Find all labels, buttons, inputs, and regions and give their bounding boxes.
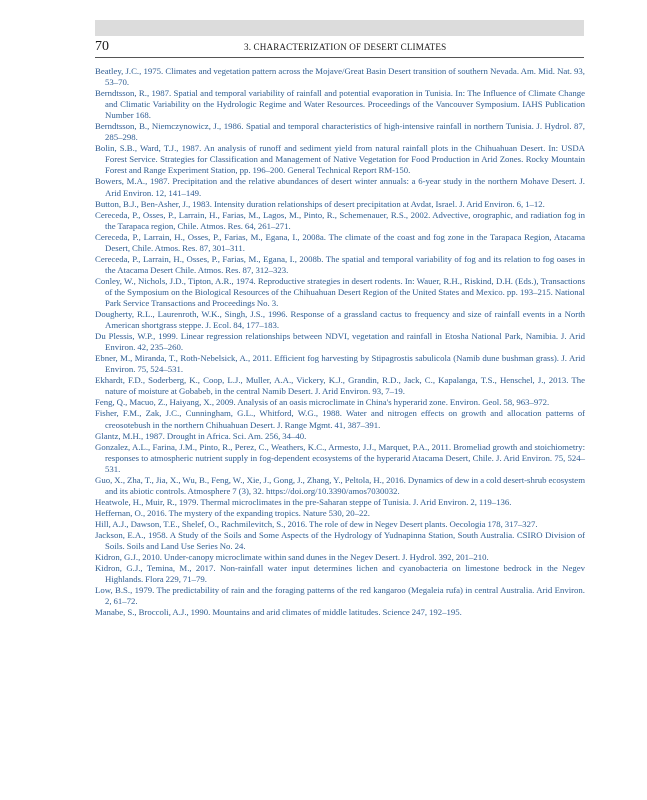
reference-entry[interactable]: Berndtsson, R., 1987. Spatial and temporal variability of rainfall and potential evaporation in Tunisia. In: The Influence of Climate Change and Climatic Variability on the Hydrologic Regime and Water Resources. Proceedings of the Vancouver Symposium. IAHS Publication Number 168. [95,88,585,121]
header-divider [95,57,584,58]
reference-entry[interactable]: Fisher, F.M., Zak, J.C., Cunningham, G.L., Whitford, W.G., 1988. Water and nitrogen effects on growth and allocation patterns of creosotebush in the northern Chihuahuan Desert. J. Range Mgmt. 41, 387–391. [95,408,585,430]
reference-entry[interactable]: Cereceda, P., Larrain, H., Osses, P., Farias, M., Egana, I., 2008b. The spatial and temporal variability of fog and its relation to fog oases in the Atacama Desert Chile. Atmos. Res. 87, 312–323. [95,253,585,275]
reference-entry[interactable]: Gonzalez, A.L., Farina, J.M., Pinto, R., Perez, C., Weathers, K.C., Armesto, J.J., Marquet, P.A., 2011. Bromeliad growth and stoichiometry: responses to atmospheric nutrient supply in fog-dependent ecosystems of the hyperarid Atacama Desert, Chile. J. Arid Environ. 75, 524–531. [95,441,585,474]
reference-entry[interactable]: Ekhardt, F.D., Soderberg, K., Coop, L.J., Muller, A.A., Vickery, K.J., Grandin, R.D., Jack, C., Kapalanga, T.S., Henschel, J., 2013. The nature of moisture at Gobabeb, in the central Namib Desert. J. Arid Environ. 93, 7–19. [95,375,585,397]
reference-entry[interactable]: Ebner, M., Miranda, T., Roth-Nebelsick, A., 2011. Efficient fog harvesting by Stipagrostis sabulicola (Namib dune bushman grass). J. Arid Environ. 75, 524–531. [95,353,585,375]
reference-entry[interactable]: Cereceda, P., Larrain, H., Osses, P., Farias, M., Egana, I., 2008a. The climate of the coast and fog zone in the Tarapaca Region, Atacama Desert, Chile. Atmos. Res. 87, 301–311. [95,231,585,253]
reference-list [95,66,585,618]
reference-entry[interactable]: Glantz, M.H., 1987. Drought in Africa. Sci. Am. 256, 34–40. [95,430,307,441]
reference-entry[interactable]: Beatley, J.C., 1975. Climates and vegetation pattern across the Mojave/Great Basin Desert transition of southern Nevada. Am. Mid. Nat. 93, 53–70. [95,66,585,88]
reference-entry[interactable]: Guo, X., Zha, T., Jia, X., Wu, B., Feng, W., Xie, J., Gong, J., Zhang, Y., Peltola, H., 2016. Dynamics of dew in a cold desert-shrub ecosystem and its abiotic controls. Atmosphere 7 (3), 32. https://doi.org/10.3390/amos7030032. [95,474,585,496]
running-head: 3. CHARACTERIZATION OF DESERT CLIMATES [244,42,447,52]
page-number: 70 [95,39,109,54]
reference-entry[interactable]: Bolin, S.B., Ward, T.J., 1987. An analysis of runoff and sediment yield from natural rainfall plots in the Chihuahuan Desert. In: USDA Forest Service. Strategies for Classification and Management of Native Vegetation for Food Production in Arid Zones. Rocky Mountain Forest and Range Experiment Station, pp. 196–200. General Technical Report RM-150. [95,143,585,176]
reference-entry[interactable]: Heffernan, O., 2016. The mystery of the expanding tropics. Nature 530, 20–22. [95,507,370,518]
reference-entry[interactable]: Cereceda, P., Osses, P., Larrain, H., Farias, M., Lagos, M., Pinto, R., Schemenauer, R.S., 2002. Advective, orographic, and radiation fog in the Tarapaca region, Chile. Atmos. Res. 64, 261–271. [95,209,585,231]
reference-entry[interactable]: Berndtsson, B., Niemczynowicz, J., 1986. Spatial and temporal characteristics of high-intensive rainfall in northern Tunisia. J. Hydrol. 87, 285–298. [95,121,585,143]
reference-entry[interactable]: Jackson, E.A., 1958. A Study of the Soils and Some Aspects of the Hydrology of Yudnapinna Station, South Australia. CSIRO Division of Soils. Soils and Land Use Series No. 24. [95,529,585,552]
reference-entry[interactable]: Bowers, M.A., 1987. Precipitation and the relative abundances of desert winter annuals: a 6-year study in the northern Mohave Desert. J. Arid Environ. 12, 141–149. [95,176,585,198]
reference-entry[interactable]: Heatwole, H., Muir, R., 1979. Thermal microclimates in the pre-Saharan steppe of Tunisia. J. Arid Environ. 2, 119–136. [95,496,512,507]
reference-entry[interactable]: Conley, W., Nichols, J.D., Tipton, A.R., 1974. Reproductive strategies in desert rodents. In: Wauer, R.H., Riskind, D.H. (Eds.), Transactions of the Symposium on the Biological Resources of the Chihuahuan Desert Region of the United States and Mexico. pp. 193–215. National Park Service Transactions and Proceedings No. 3. [95,275,585,308]
reference-entry[interactable]: Feng, Q., Macuo, Z., Haiyang, X., 2009. Analysis of an oasis microclimate in China's hyperarid zone. Environ. Geol. 58, 963–972. [95,397,550,408]
reference-entry[interactable]: Du Plessis, W.P., 1999. Linear regression relationships between NDVI, vegetation and rainfall in Etosha National Park, Namibia. J. Arid Environ. 42, 235–260. [95,331,585,353]
reference-entry[interactable]: Manabe, S., Broccoli, A.J., 1990. Mountains and arid climates of middle latitudes. Science 247, 192–195. [95,607,462,618]
header-band [95,20,584,36]
reference-entry[interactable]: Button, B.J., Ben-Asher, J., 1983. Intensity duration relationships of desert precipitation at Avdat, Israel. J. Arid Environ. 6, 1–12. [95,198,545,209]
reference-entry[interactable]: Hill, A.J., Dawson, T.E., Shelef, O., Rachmilevitch, S., 2016. The role of dew in Negev Desert plants. Oecologia 178, 317–327. [95,518,538,529]
reference-entry[interactable]: Kidron, G.J., Temina, M., 2017. Non-rainfall water input determines lichen and cyanobacteria on limestone bedrock in the Negev Highlands. Flora 229, 71–79. [95,563,585,585]
reference-entry[interactable]: Kidron, G.J., 2010. Under-canopy microclimate within sand dunes in the Negev Desert. J. Hydrol. 392, 201–210. [95,552,489,563]
reference-entry[interactable]: Low, B.S., 1979. The predictability of rain and the foraging patterns of the red kangaroo (Megaleia rufa) in central Australia. Arid Environ. 2, 61–72. [95,585,585,607]
reference-entry[interactable]: Dougherty, R.L., Laurenroth, W.K., Singh, J.S., 1996. Response of a grassland cactus to frequency and size of rainfall events in a North American shortgrass steppe. J. Ecol. 84, 177–183. [95,309,585,331]
